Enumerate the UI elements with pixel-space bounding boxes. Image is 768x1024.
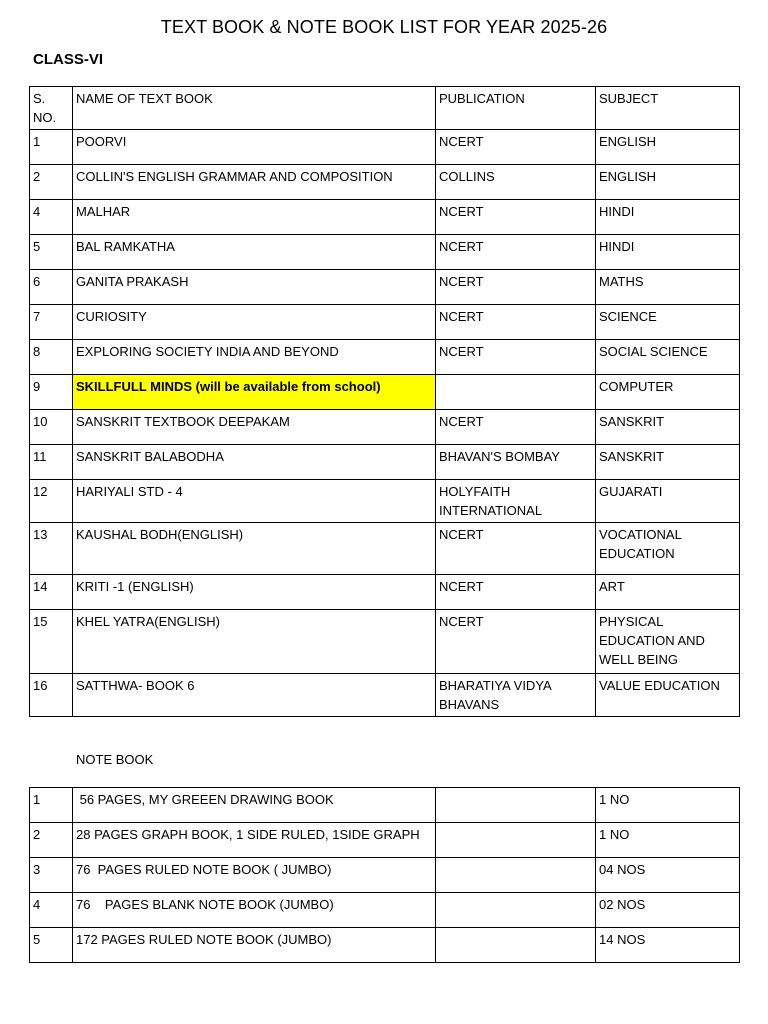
cell-subject: SCIENCE	[596, 305, 740, 340]
cell-qty: 14 NOS	[596, 928, 740, 963]
cell-subject: ART	[596, 575, 740, 610]
cell-sno: 10	[30, 410, 73, 445]
cell-publication: BHARATIYA VIDYA BHAVANS	[436, 674, 596, 717]
table-row	[30, 893, 740, 928]
cell-sno: 5	[30, 928, 73, 963]
table-row	[30, 788, 740, 823]
class-label: CLASS-VI	[33, 51, 104, 68]
cell-subject: GUJARATI	[596, 480, 740, 523]
cell-publication: NCERT	[436, 200, 596, 235]
cell-name: KRITI -1 (ENGLISH)	[73, 575, 436, 610]
cell-publication: NCERT	[436, 523, 596, 575]
cell-sno: 8	[30, 340, 73, 375]
cell-sno: 13	[30, 523, 73, 575]
cell-publication: BHAVAN'S BOMBAY	[436, 445, 596, 480]
cell-publication: NCERT	[436, 235, 596, 270]
notebook-table	[29, 787, 740, 963]
cell-sno: 2	[30, 165, 73, 200]
cell-publication	[436, 375, 596, 410]
header-subject: SUBJECT	[596, 87, 740, 130]
table-row	[30, 928, 740, 963]
cell-qty: 1 NO	[596, 823, 740, 858]
header-publication: PUBLICATION	[436, 87, 596, 130]
cell-subject: VALUE EDUCATION	[596, 674, 740, 717]
cell-name: SANSKRIT BALABODHA	[73, 445, 436, 480]
cell-sno: 3	[30, 858, 73, 893]
cell-qty: 02 NOS	[596, 893, 740, 928]
cell-name: BAL RAMKATHA	[73, 235, 436, 270]
cell-sno: 14	[30, 575, 73, 610]
cell-extra	[436, 788, 596, 823]
cell-publication: NCERT	[436, 270, 596, 305]
table-row	[30, 575, 740, 610]
cell-extra	[436, 858, 596, 893]
table-row	[30, 270, 740, 305]
cell-publication: NCERT	[436, 340, 596, 375]
cell-name: 76 PAGES RULED NOTE BOOK ( JUMBO)	[73, 858, 436, 893]
cell-sno: 16	[30, 674, 73, 717]
notebook-heading: NOTE BOOK	[76, 752, 154, 767]
cell-sno: 9	[30, 375, 73, 410]
cell-sno: 1	[30, 130, 73, 165]
cell-subject: SANSKRIT	[596, 445, 740, 480]
cell-publication: NCERT	[436, 610, 596, 674]
table-row	[30, 130, 740, 165]
cell-sno: 5	[30, 235, 73, 270]
cell-subject: HINDI	[596, 235, 740, 270]
table-row	[30, 523, 740, 575]
cell-name: SATTHWA- BOOK 6	[73, 674, 436, 717]
cell-name: 172 PAGES RULED NOTE BOOK (JUMBO)	[73, 928, 436, 963]
cell-publication: HOLYFAITH INTERNATIONAL	[436, 480, 596, 523]
table-row	[30, 165, 740, 200]
table-row	[30, 305, 740, 340]
table-row	[30, 375, 740, 410]
cell-publication: NCERT	[436, 575, 596, 610]
table-row	[30, 340, 740, 375]
cell-name: HARIYALI STD - 4	[73, 480, 436, 523]
cell-qty: 04 NOS	[596, 858, 740, 893]
cell-sno: 2	[30, 823, 73, 858]
table-row	[30, 445, 740, 480]
cell-name: POORVI	[73, 130, 436, 165]
cell-name: CURIOSITY	[73, 305, 436, 340]
table-row	[30, 235, 740, 270]
header-sno: S. NO.	[30, 87, 73, 130]
header-name: NAME OF TEXT BOOK	[73, 87, 436, 130]
cell-sno: 4	[30, 893, 73, 928]
cell-publication: NCERT	[436, 410, 596, 445]
cell-sno: 6	[30, 270, 73, 305]
cell-qty: 1 NO	[596, 788, 740, 823]
cell-sno: 12	[30, 480, 73, 523]
document-title: TEXT BOOK & NOTE BOOK LIST FOR YEAR 2025-26	[160, 17, 608, 37]
table-row	[30, 674, 740, 717]
cell-subject: SANSKRIT	[596, 410, 740, 445]
cell-sno: 15	[30, 610, 73, 674]
cell-name: COLLIN'S ENGLISH GRAMMAR AND COMPOSITION	[73, 165, 436, 200]
table-row	[30, 200, 740, 235]
cell-name: SANSKRIT TEXTBOOK DEEPAKAM	[73, 410, 436, 445]
cell-subject: MATHS	[596, 270, 740, 305]
cell-extra	[436, 893, 596, 928]
table-header-row	[30, 87, 740, 130]
cell-extra	[436, 823, 596, 858]
cell-name: 76 PAGES BLANK NOTE BOOK (JUMBO)	[73, 893, 436, 928]
table-row	[30, 610, 740, 674]
cell-subject: VOCATIONAL EDUCATION	[596, 523, 740, 575]
table-row	[30, 410, 740, 445]
cell-subject: ENGLISH	[596, 130, 740, 165]
cell-name: EXPLORING SOCIETY INDIA AND BEYOND	[73, 340, 436, 375]
cell-sno: 1	[30, 788, 73, 823]
cell-name: KHEL YATRA(ENGLISH)	[73, 610, 436, 674]
cell-publication: NCERT	[436, 305, 596, 340]
cell-publication: COLLINS	[436, 165, 596, 200]
cell-subject: HINDI	[596, 200, 740, 235]
cell-name: MALHAR	[73, 200, 436, 235]
textbook-table	[29, 86, 740, 717]
cell-sno: 7	[30, 305, 73, 340]
cell-name: GANITA PRAKASH	[73, 270, 436, 305]
cell-extra	[436, 928, 596, 963]
cell-name: KAUSHAL BODH(ENGLISH)	[73, 523, 436, 575]
cell-subject: PHYSICAL EDUCATION AND WELL BEING	[596, 610, 740, 674]
cell-name-highlighted: SKILLFULL MINDS (will be available from school)	[73, 375, 436, 410]
cell-subject: COMPUTER	[596, 375, 740, 410]
cell-subject: SOCIAL SCIENCE	[596, 340, 740, 375]
table-row	[30, 480, 740, 523]
table-row	[30, 858, 740, 893]
cell-sno: 11	[30, 445, 73, 480]
cell-name: 28 PAGES GRAPH BOOK, 1 SIDE RULED, 1SIDE GRAPH	[73, 823, 436, 858]
cell-name: 56 PAGES, MY GREEEN DRAWING BOOK	[73, 788, 436, 823]
cell-subject: ENGLISH	[596, 165, 740, 200]
cell-sno: 4	[30, 200, 73, 235]
cell-publication: NCERT	[436, 130, 596, 165]
table-row	[30, 823, 740, 858]
